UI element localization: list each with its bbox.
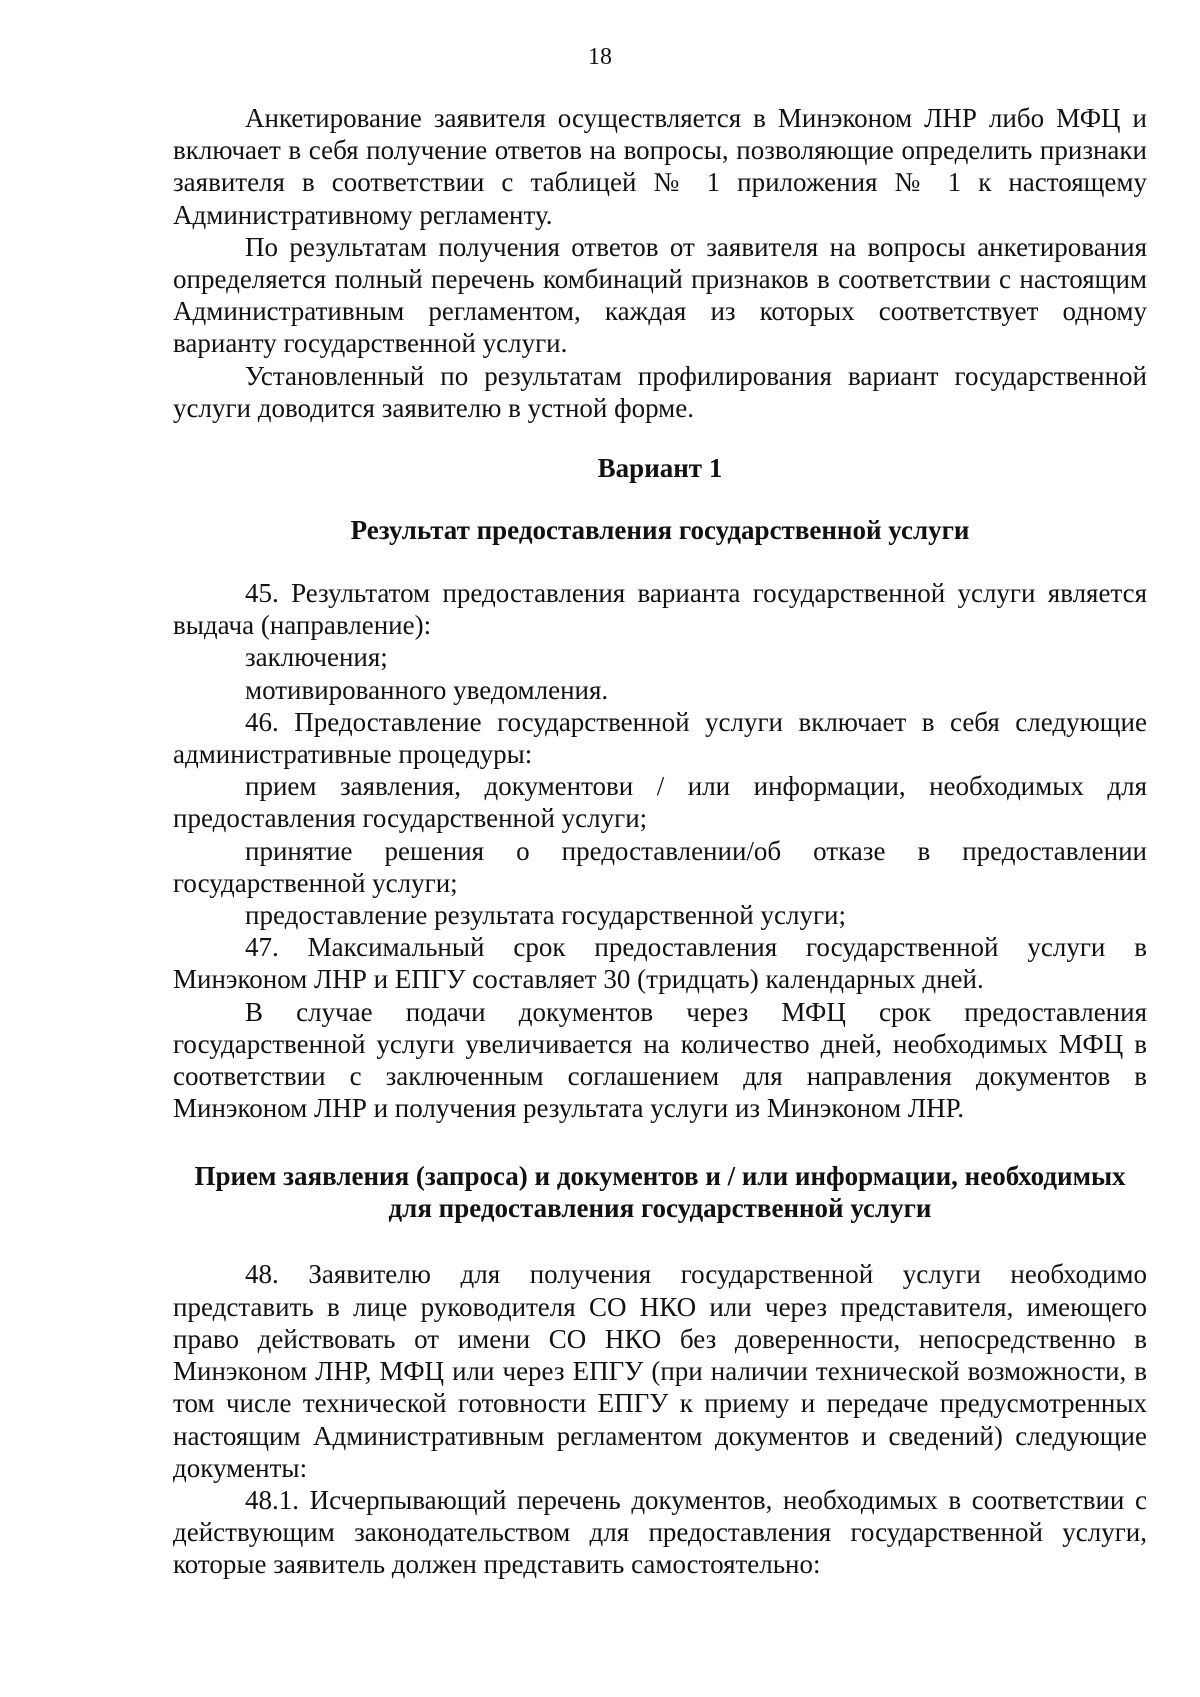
paragraph-46: 46. Предоставление государственной услуги включает в себя следующие административные процедуры: [173, 706, 1147, 770]
list-item-notice: мотивированного уведомления. [245, 674, 609, 705]
paragraph-mfc-deadline: В случае подачи документов через МФЦ срок предоставления государственной услуги увеличивается на количество дней, необходимых МФЦ в соответствии с заключенным соглашением для направления документов в Минэконом ЛНР и получения результата услуги из Минэконом ЛНР. [173, 996, 1147, 1124]
paragraph-questionnaire: Анкетирование заявителя осуществляется в Минэконом ЛНР либо МФЦ и включает в себя получение ответов на вопросы, позволяющие определить признаки заявителя в соответствии с таблицей № 1 приложения № 1 к настоящему Административному регламенту. [173, 103, 1147, 230]
page-number: 18 [588, 44, 612, 70]
document-body [173, 102, 1147, 1581]
heading-variant-1: Вариант 1 [597, 453, 723, 484]
paragraph-45: 45. Результатом предоставления варианта государственной услуги является выдача (направление): [173, 578, 1147, 641]
list-item-decision: принятие решения о предоставлении/об отказе в предоставлении государственной услуги; [173, 835, 1147, 898]
list-item-application-intake: прием заявления, документови / или информации, необходимых для предоставления государственной услуги; [173, 771, 1147, 834]
paragraph-48: 48. Заявителю для получения государственной услуги необходимо представить в лице руководителя СО НКО или через представителя, имеющего право действовать от имени СО НКО без доверенности, непосредственно в Минэконом ЛНР, МФЦ или через ЕПГУ (при наличии технической возможности, в том числе технической готовности ЕПГУ к приему и передаче предусмотренных настоящим Административным регламентом документов и сведений) следующие документы: [173, 1259, 1147, 1483]
paragraph-combinations: По результатам получения ответов от заявителя на вопросы анкетирования определяется полный перечень комбинаций признаков в соответствии с настоящим Административным регламентом, каждая из которых соответствует одному варианту государственной услуги. [173, 231, 1147, 359]
paragraph-48-1: 48.1. Исчерпывающий перечень документов, необходимых в соответствии с действующим законодательством для предоставления государственной услуги, которые заявитель должен представить самостоятельно: [173, 1484, 1147, 1580]
list-item-conclusion: заключения; [245, 642, 388, 673]
list-item-result-delivery: предоставление результата государственной услуги; [245, 900, 846, 931]
paragraph-variant-announcement: Установленный по результатам профилирования вариант государственной услуги доводится заявителю в устной форме. [173, 360, 1147, 423]
heading-service-result: Результат предоставления государственной услуги [350, 515, 970, 546]
heading-application-intake: Прием заявления (запроса) и документов и / или информации, необходимых для предоставления государственной услуги [194, 1161, 1126, 1224]
paragraph-47: 47. Максимальный срок предоставления государственной услуги в Минэконом ЛНР и ЕПГУ составляет 30 (тридцать) календарных дней. [173, 932, 1147, 995]
